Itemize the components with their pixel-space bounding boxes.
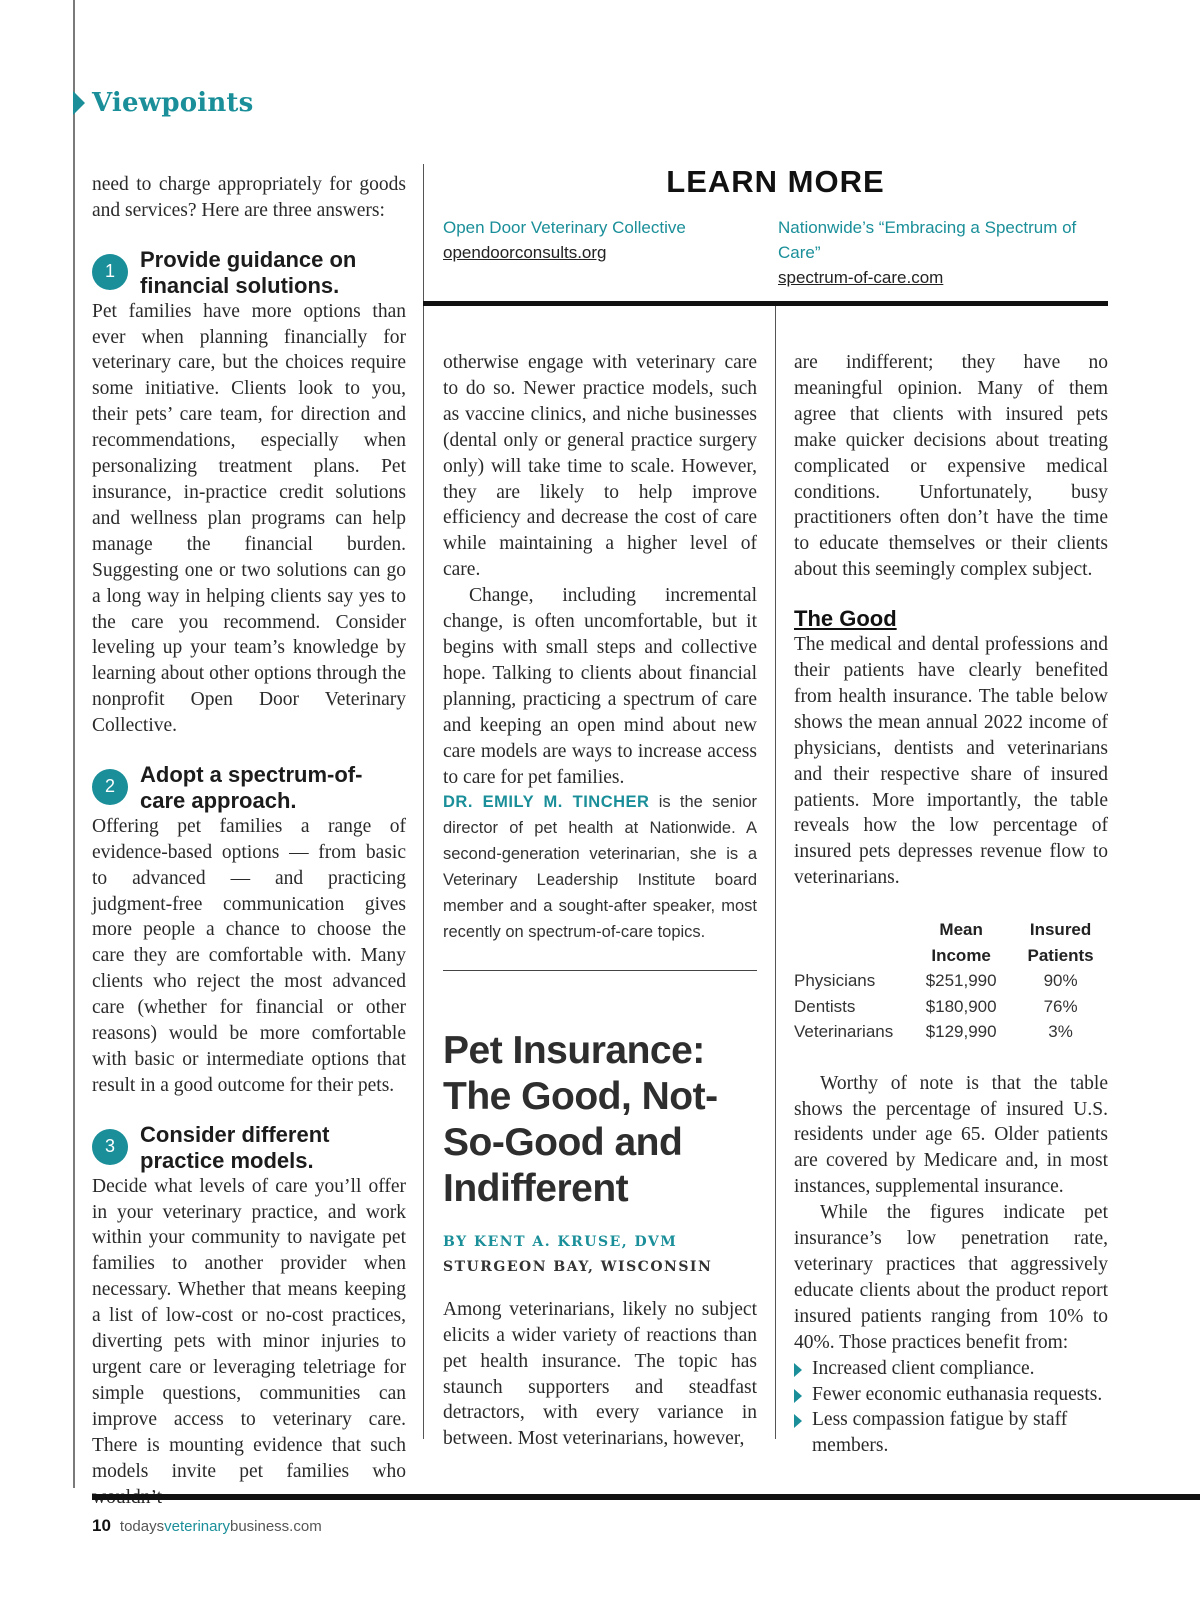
insured-patients-cell: 90% [1043, 971, 1078, 991]
income-table [794, 917, 1108, 1045]
learn-more-title: LEARN MORE [666, 164, 885, 199]
column-divider [775, 306, 776, 1439]
triangle-arrow-icon [73, 91, 85, 115]
resource-url[interactable]: spectrum-of-care.com [778, 268, 944, 287]
subheading: The Good [794, 606, 897, 632]
mean-income-cell: $180,900 [925, 996, 997, 1016]
section-divider [443, 970, 757, 971]
step-number-badge: 2 [92, 769, 128, 805]
section-header [73, 88, 253, 118]
step-number-badge: 3 [92, 1129, 128, 1165]
step-2-heading [92, 762, 406, 814]
list-item-text: Fewer economic euthanasia requests. [812, 1383, 1103, 1405]
step-title: Consider different practice models. [140, 1121, 330, 1173]
mean-income-cell: $129,990 [925, 1022, 997, 1042]
bullet-arrow-icon [794, 1363, 802, 1377]
table-header-row [794, 917, 1108, 968]
list-item [794, 1407, 1108, 1459]
page-number: 10 [92, 1516, 111, 1535]
step-body: Decide what levels of care you’ll offer in your veterinary practice, and work within your community to navigate pet families to another provider when necessary. Whether that means keeping a list of low-cost or no-cost practices, diverting pets with minor injuries to urgent care or leveraging teletriage for simple questions, communities can improve access to veterinary care. There is mounting evidence that such models invite pet families who [92, 1175, 406, 1482]
learn-more-rule [423, 301, 1108, 306]
column-1 [92, 172, 406, 1510]
table-row [794, 1019, 1108, 1045]
section-label: Viewpoints [92, 88, 254, 118]
list-item-text: Less compassion fatigue by staff members. [812, 1409, 1068, 1457]
table-header: Mean Income [931, 920, 991, 965]
author-location: STURGEON BAY, WISCONSIN [443, 1258, 713, 1275]
site-url-part: todays [119, 1518, 165, 1535]
resource-url[interactable]: opendoorconsults.org [443, 243, 607, 262]
body-paragraph: Change, including incremental change, is often uncomfortable, but it begins with small steps and collective hope. Talking to clients about financial planning, practicing a spectrum of care and keeping an open mind about new care models are ways to increase access to care for pet families. [443, 585, 757, 788]
intro-text: need to charge appropriately for goods and services? Here are three answers: [92, 174, 406, 221]
body-paragraph: The medical and dental professions and their patients have clearly benefited from health insurance. The table below shows the mean annual 2022 income of physicians, dentists and veterinarians and their respective share of insured patients. More importantly, the table reveals how the low percentage of insured pets depresses revenue flow to veterinarians. [794, 634, 1108, 889]
resource-link-nationwide[interactable] [778, 215, 1108, 290]
resource-name: Open Door Veterinary Collective [443, 218, 686, 237]
footer-rule [92, 1494, 1200, 1500]
list-item-text: Increased client compliance. [812, 1357, 1035, 1379]
step-body: Pet families have more options than ever when planning financially for veterinary care, but the choices require some initiative. Clients look to you, their pets’ care team, for direction and recommendations, especially when personalizing treatment plans. Pet insurance, in-practice credit solutions and wellness plan programs can help manage the financial burden. Suggesting one or two solutions can go a long way in helping clients say yes to the care you recommend. Consider leveling up your team’s knowledge by learning about other options through the nonprofit Open Door Veterinary Collective. [92, 300, 406, 737]
bio-name: DR. EMILY M. TINCHER [443, 793, 650, 812]
insured-patients-cell: 3% [1048, 1022, 1073, 1042]
author-byline: BY KENT A. KRUSE, DVM [443, 1233, 678, 1250]
site-url-part: business.com [229, 1518, 322, 1535]
column-divider [423, 164, 424, 1439]
resource-name: Nationwide’s “Embracing a Spectrum of Care” [778, 218, 1077, 262]
body-paragraph: are indifferent; they have no meaningful opinion. Many of them agree that clients with insured pets make quicker decisions about treating complicated or expensive medical conditions. Unfortunately, busy practitioners often don’t have the time to educate themselves or their clients about this seemingly complex subject. [794, 352, 1108, 581]
site-url[interactable] [120, 1518, 322, 1535]
mean-income-cell: $251,990 [925, 971, 997, 991]
learn-more-links [443, 215, 1108, 290]
column-3 [794, 350, 1108, 1459]
left-margin-rule [73, 0, 75, 1488]
step-1-heading [92, 247, 406, 299]
step-title: Provide guidance on financial solutions. [140, 246, 357, 298]
benefits-list [794, 1356, 1108, 1460]
table-row [794, 968, 1108, 994]
column-2 [443, 350, 757, 1452]
step-3-heading [92, 1122, 406, 1174]
body-paragraph: Worthy of note is that the table shows the percentage of insured U.S. residents under age 65. Older patients are covered by Medicare and, in most instances, supplemental insurance. [794, 1072, 1108, 1198]
list-item [794, 1382, 1108, 1408]
table-header [794, 917, 909, 968]
table-row [794, 994, 1108, 1020]
row-label: Physicians [794, 971, 876, 991]
resource-link-open-door[interactable] [443, 215, 773, 290]
step-body: Offering pet families a range of evidence-based options — from basic to advanced — and practicing judgment-free communication gives more people a chance to choose the care they are comfortable with. Many clients who reject the most advanced care (whether for financial or other reasons) would be more comfortable with basic or intermediate options that result in a good outcome for their pets. [92, 815, 406, 1096]
list-item [794, 1356, 1108, 1382]
author-bio [443, 790, 757, 945]
body-paragraph: While the figures indicate pet insurance’s low penetration rate, veterinary practices that aggressively educate clients about the product report insured patients ranging from 10% to 40%. Those practices benefit from: [794, 1202, 1108, 1353]
insured-patients-cell: 76% [1043, 996, 1078, 1016]
row-label: Veterinarians [794, 1022, 894, 1042]
site-url-part: veterinary [164, 1518, 230, 1535]
page-footer [92, 1516, 322, 1536]
bullet-arrow-icon [794, 1389, 802, 1403]
step-title: Adopt a spectrum-of-care approach. [140, 762, 363, 813]
body-paragraph: otherwise engage with veterinary care to do so. Newer practice models, such as vaccine clinics, and niche businesses (dental only or general practice surgery only) will take time to scale. However, they are likely to help improve efficiency and decrease the cost of care while maintaining a higher level of care. [443, 352, 757, 581]
learn-more-box [443, 164, 1108, 290]
bullet-arrow-icon [794, 1414, 802, 1428]
bio-text: is the senior director of pet health at Nationwide. A second-generation veterinarian, she is a Veterinary Leadership Institute board member and a sought-after speaker, most recently on spectrum-of-care topics. [443, 793, 758, 941]
row-label: Dentists [794, 996, 856, 1016]
step-number-badge: 1 [92, 254, 128, 290]
body-paragraph: Among veterinarians, likely no subject elicits a wider variety of reactions than pet health insurance. The topic has staunch supporters and steadfast detractors, with every variance in between. Most veterinarians, however, [443, 1298, 757, 1450]
table-header: Insured Patients [1027, 920, 1094, 965]
article-title: Pet Insurance: The Good, Not-So-Good and Indifferent [443, 1028, 718, 1210]
